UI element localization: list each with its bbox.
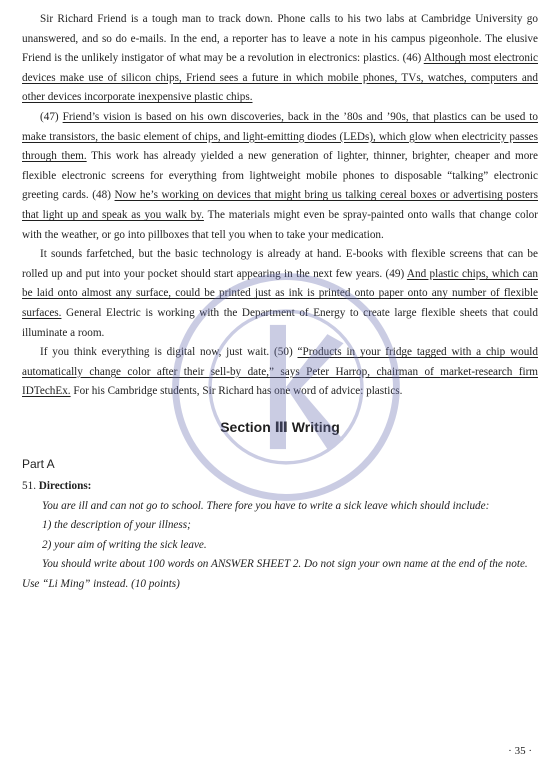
question-number: 51. — [22, 480, 36, 493]
underlined-sentence-48: Now he’s working on devices that might bring us talking cereal boxes or advertising posters that light up and speak as you walk by. — [22, 189, 538, 221]
directions-item-1: 1) the description of your illness; — [42, 519, 191, 532]
paragraph-3-text-end: General Electric is working with the Department of Energy to create large flexible sheets that could illuminate a room. — [22, 306, 538, 339]
paragraph-3-text: It sounds farfetched, but the basic technology is already at hand. E-books with flexible screens that can be rolled up and put into your pocket should start appearing in the next few years. (49) — [22, 248, 538, 280]
section-title: Section Ⅲ Writing — [220, 418, 340, 435]
paragraph-2-text-end: The materials might even be spray-painted onto walls that change color with the weather, or go into pillboxes that tell you when to take your medication. — [22, 208, 538, 241]
question-number-47: (47) — [40, 110, 63, 123]
part-title: Part A — [22, 457, 55, 472]
page-content — [22, 10, 538, 595]
underlined-sentence-50: “Products in your fridge tagged with a chip would automatically change color after their sell-by date,” says Peter Harrop, chairman of market-research firm IDTechEx. — [22, 346, 538, 398]
paragraph-4 — [22, 343, 538, 402]
paragraph-3 — [22, 245, 538, 343]
paragraph-4-text: If you think everything is digital now, just wait. (50) — [40, 346, 298, 359]
paragraph-1-text: Sir Richard Friend is a tough man to track down. Phone calls to his two labs at Cambridge University go unanswered, and so do e-mails. In the end, a reporter has to leave a note in his campus pigeonhole. The elusive Friend is the unlikely instigator of what may be a revolution in electronics: plastics. (46) — [22, 13, 538, 65]
directions-line-1: You are ill and can not go to school. There fore you have to write a sick leave which should include: — [42, 499, 490, 512]
directions-line-2: You should write about 100 words on ANSWER SHEET 2. Do not sign your own name at the end of the note. Use “Li Ming” instead. (10 points) — [22, 558, 528, 591]
directions-heading — [22, 477, 538, 497]
paragraph-1 — [22, 10, 538, 108]
directions-label: Directions: — [38, 480, 92, 493]
paragraph-4-text-end: For his Cambridge students, Sir Richard has one word of advice: plastics. — [70, 385, 403, 398]
underlined-sentence-46: Although most electronic devices make use of silicon chips, Friend sees a future in which mobile phones, TVs, watches, computers and other devices incorporate inexpensive plastic chips. — [22, 52, 538, 104]
paragraph-2 — [22, 108, 538, 245]
writing-directions — [22, 477, 538, 595]
paragraph-2-text: This work has already yielded a new generation of lighter, thinner, brighter, cheaper and more flexible electronic screens for everything from lightweight mobile phones to disposable “talking” electronic greeting cards. (48) — [22, 150, 538, 202]
directions-item-2: 2) your aim of writing the sick leave. — [42, 538, 207, 551]
page-number: · 35 · — [508, 745, 532, 757]
underlined-sentence-47: Friend’s vision is based on his own discoveries, back in the ’80s and ’90s, that plastics can be used to make transistors, the basic element of chips, and light-emitting diodes (LEDs), which glow when electricity passes through them. — [22, 110, 539, 163]
underlined-sentence-49: And plastic chips, which can be laid onto almost any surface, could be printed just as ink is printed onto paper onto any number of flexible surfaces. — [22, 267, 538, 319]
